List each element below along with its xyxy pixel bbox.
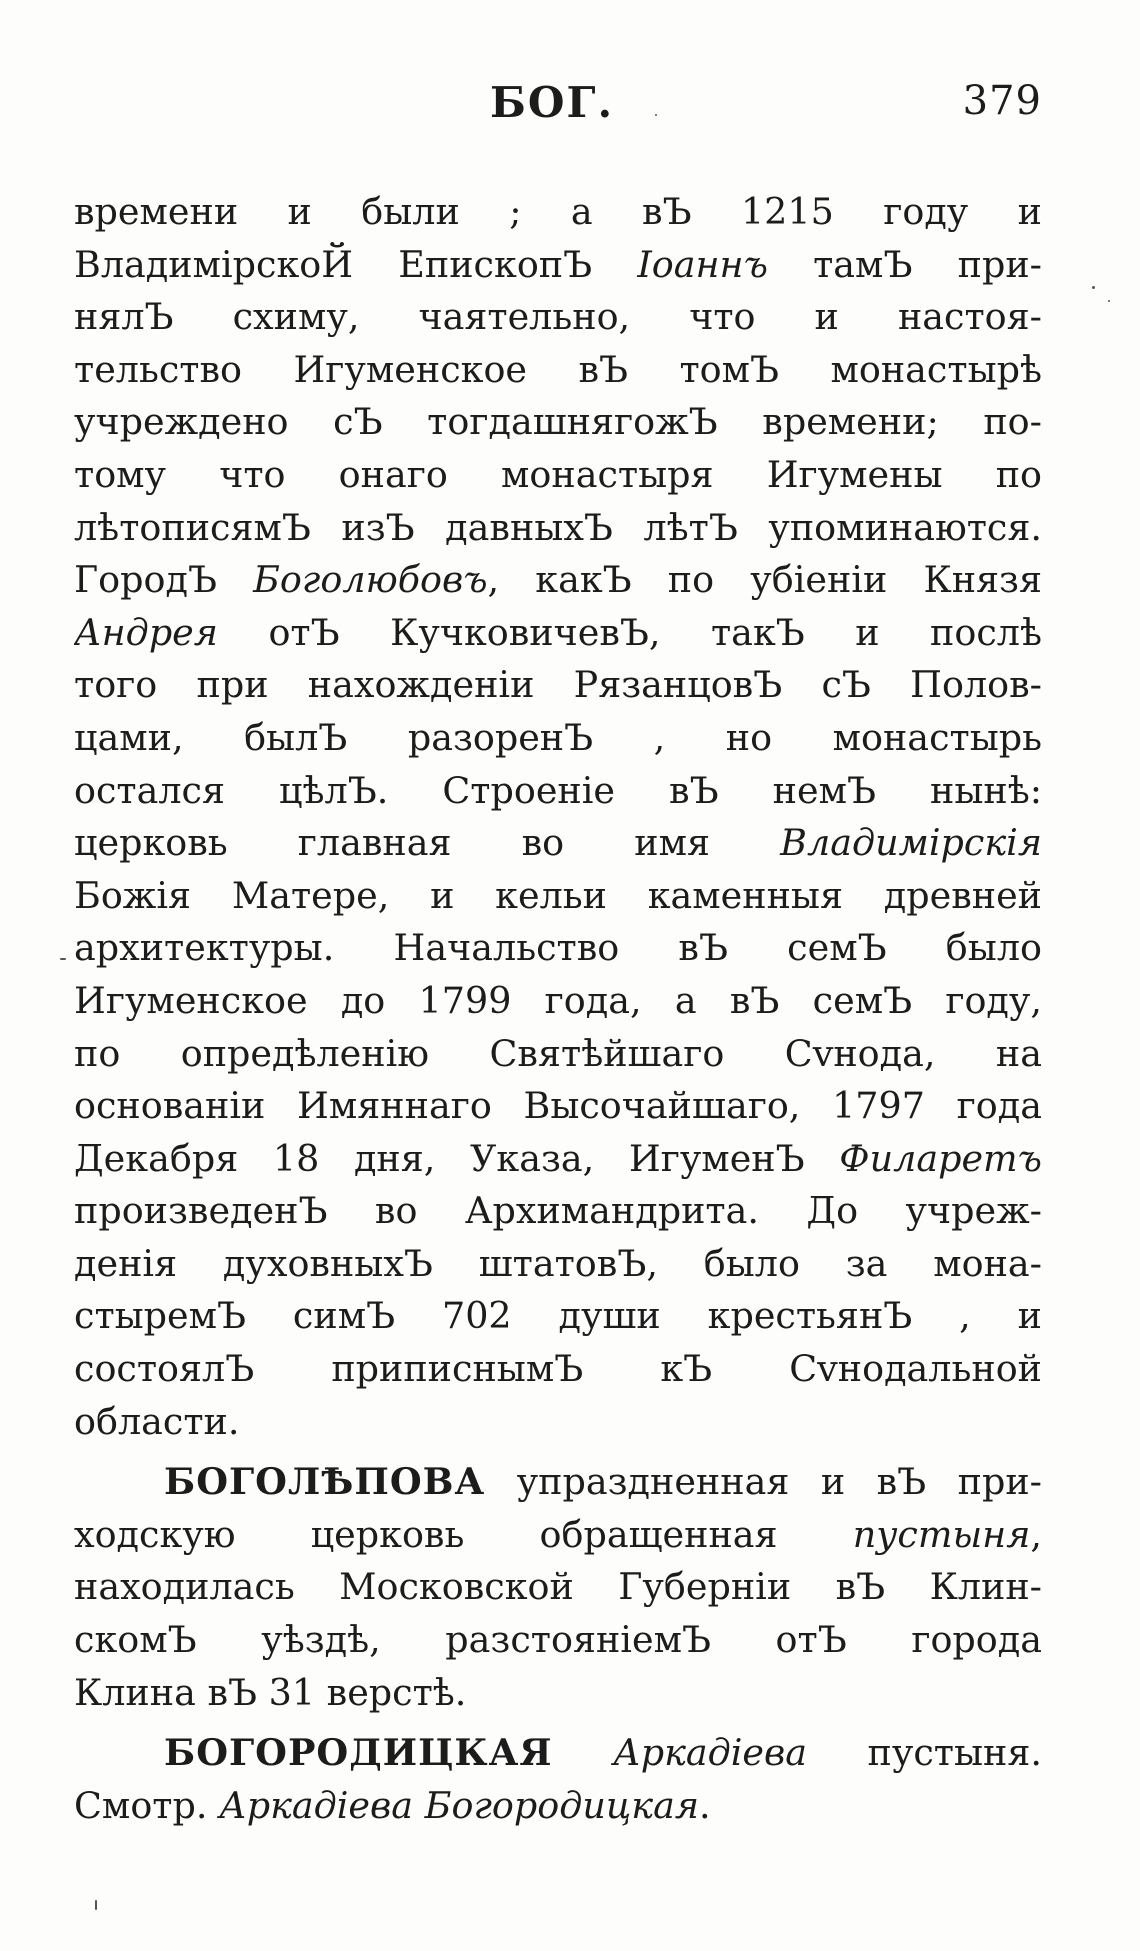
text-span: Игуменское до 1799 года, а вЪ семЪ году, — [74, 978, 1042, 1022]
text-line — [74, 765, 1042, 818]
italic-name: Iоаннъ — [637, 242, 768, 286]
text-line — [74, 1667, 1042, 1720]
text-span: учреждено сЪ тогдашнягожЪ времени; по- — [74, 400, 1042, 444]
text-span: тамЪ при- — [767, 242, 1042, 286]
text-line — [74, 1396, 1042, 1449]
text-line — [74, 1614, 1042, 1667]
italic-word: пустыня — [852, 1512, 1031, 1556]
text-span: скомЪ уѣздѣ, разстоянiемЪ отЪ города — [74, 1618, 1042, 1662]
text-span: . — [699, 1783, 711, 1827]
text-span: , какЪ по убiенiи Князя — [487, 558, 1042, 602]
text-span: пустыня. — [807, 1731, 1042, 1775]
text-line — [74, 186, 1042, 239]
text-line — [74, 712, 1042, 765]
text-line — [74, 449, 1042, 502]
text-line — [74, 817, 1042, 870]
italic-name: Боголюбовъ — [253, 558, 488, 602]
text-line — [74, 239, 1042, 292]
text-line — [74, 659, 1042, 712]
text-span: лѣтописямЪ изЪ давныхЪ лѣтЪ упоминаются. — [74, 505, 1042, 549]
print-speck — [1108, 300, 1110, 302]
text-line — [74, 344, 1042, 397]
entry-headword: БОГОРОДИЦКАЯ — [164, 1731, 553, 1775]
text-span: стыремЪ симЪ 702 души крестьянЪ , и — [74, 1294, 1042, 1338]
text-line — [74, 1238, 1042, 1291]
text-span: нялЪ схиму, чаятельно, что и настоя- — [74, 295, 1042, 339]
text-line — [74, 554, 1042, 607]
text-line — [74, 1509, 1042, 1562]
text-span: по опредѣленiю Святѣйшаго Сvнода, на — [74, 1031, 1042, 1075]
print-speck — [95, 1900, 97, 1910]
text-span: Божiя Матере, и кельи каменныя древней — [74, 873, 1042, 917]
print-speck — [60, 958, 66, 960]
text-span: ВладимiрскоЙ ЕпископЪ — [74, 242, 638, 286]
text-span: ГородЪ — [74, 558, 254, 602]
text-line — [74, 1561, 1042, 1614]
text-span: Декабря 18 дня, Указа, ИгуменЪ — [74, 1136, 840, 1180]
entry-heading-line — [74, 1456, 1042, 1509]
text-span: состоялЪ приписнымЪ кЪ Сvнодальной — [74, 1347, 1042, 1391]
text-span: тому что онаго монастыря Игумены по — [74, 452, 1042, 496]
text-line — [74, 1080, 1042, 1133]
text-span: того при нахожденiи РязанцовЪ сЪ Полов- — [74, 663, 1042, 707]
italic-name: Аркадiева Богородицкая — [219, 1783, 700, 1827]
text-line — [74, 396, 1042, 449]
text-span: архитектуры. Начальство вЪ семЪ было — [74, 926, 1042, 970]
text-line — [74, 975, 1042, 1028]
text-span: основанiи Имяннаго Высочайшаго, 1797 года — [74, 1084, 1042, 1128]
italic-name: Андрея — [74, 610, 218, 654]
text-line — [74, 1133, 1042, 1186]
italic-name: Аркадiева — [552, 1731, 808, 1775]
print-speck — [1092, 286, 1095, 289]
text-span: церковь главная во имя — [74, 821, 781, 865]
text-span: Клина вЪ 31 верстѣ. — [74, 1670, 467, 1714]
text-span: цами, былЪ разоренЪ , но монастырь — [74, 715, 1042, 759]
text-span: отЪ КучковичевЪ, такЪ и послѣ — [217, 610, 1042, 654]
text-span: произведенЪ во Архимандрита. До учреж- — [74, 1189, 1042, 1233]
page-number: 379 — [962, 78, 1042, 124]
paragraph-gap — [74, 1719, 1042, 1727]
running-head — [70, 78, 1050, 138]
text-line — [74, 922, 1042, 975]
italic-name: Владимiрскiя — [780, 821, 1042, 865]
text-span: Смотр. — [74, 1783, 220, 1827]
text-line — [74, 870, 1042, 923]
italic-name: Филаретъ — [839, 1136, 1042, 1180]
text-span: упраздненная и вЪ при- — [485, 1460, 1042, 1504]
text-span: области. — [74, 1399, 240, 1443]
entry-heading-line — [74, 1727, 1042, 1780]
text-span: остался цѣлЪ. Строенiе вЪ немЪ нынѣ: — [74, 768, 1042, 812]
text-span: тельство Игуменское вЪ томЪ монастырѣ — [74, 347, 1042, 391]
text-span: времени и были ; а вЪ 1215 году и — [74, 190, 1042, 233]
entry-headword: БОГОЛѢПОВА — [164, 1460, 486, 1504]
text-span: находилась Московской Губернiи вЪ Клин- — [74, 1565, 1042, 1609]
running-title: БОГ. — [490, 78, 615, 127]
text-line — [74, 607, 1042, 660]
text-line — [74, 1780, 1042, 1833]
text-line — [74, 1343, 1042, 1396]
text-line — [74, 1290, 1042, 1343]
text-line — [74, 1028, 1042, 1081]
text-line — [74, 1185, 1042, 1238]
text-line — [74, 502, 1042, 555]
print-speck — [655, 114, 657, 116]
text-span: ходскую церковь обращенная — [74, 1512, 853, 1556]
text-span: , — [1030, 1512, 1042, 1556]
text-span: денiя духовныхЪ штатовЪ, было за мона- — [74, 1241, 1042, 1285]
paragraph-gap — [74, 1448, 1042, 1456]
article-text — [74, 186, 1042, 1832]
text-line — [74, 291, 1042, 344]
